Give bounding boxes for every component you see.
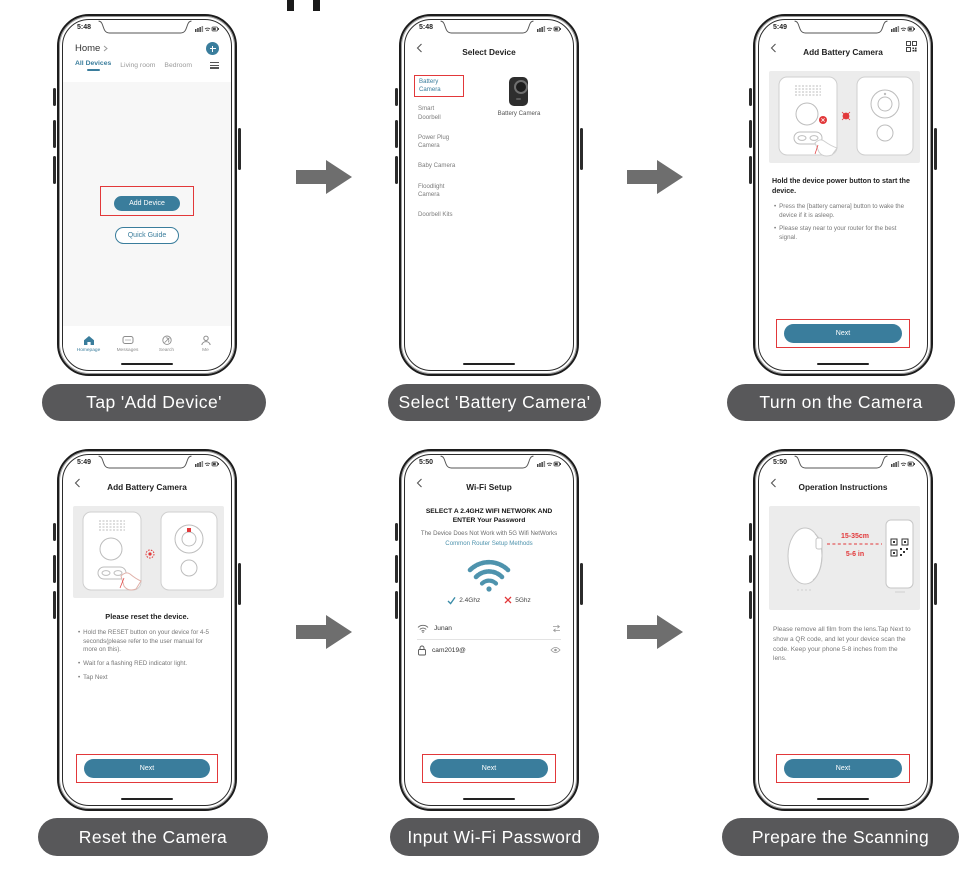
- home-indicator: [121, 363, 173, 366]
- volume-up-button: [395, 555, 398, 583]
- back-chevron-icon[interactable]: [416, 478, 423, 488]
- power-button: [580, 128, 583, 170]
- press-red-icon: [842, 112, 850, 120]
- page-title: Add Battery Camera: [803, 47, 883, 57]
- status-icons: [537, 459, 561, 467]
- step-caption: Turn on the Camera: [727, 384, 955, 421]
- mute-switch: [395, 523, 398, 541]
- highlight-box-next: [776, 754, 910, 783]
- nav-messages[interactable]: Messages: [111, 335, 145, 353]
- freq-5ghz: 5Ghz: [504, 596, 531, 605]
- phone-step-3: [753, 14, 933, 376]
- status-time: 5:49: [773, 24, 788, 31]
- highlight-box-add-device: [100, 186, 194, 216]
- ssid-value: Junan: [434, 625, 452, 633]
- hamburger-menu-icon[interactable]: [210, 60, 219, 70]
- x-icon: [504, 596, 512, 604]
- instruction-bullets: • Press the [battery camera] button to wake the device if it is asleep. • Please stay near to your router for the best signal.: [774, 203, 905, 242]
- status-time: 5:49: [77, 459, 92, 466]
- back-chevron-icon[interactable]: [770, 478, 777, 488]
- category-doorbell-kits[interactable]: Doorbell Kits: [418, 210, 453, 218]
- operation-instructions-screen: [758, 454, 928, 806]
- chevron-right-icon: [103, 45, 108, 52]
- mute-switch: [749, 523, 752, 541]
- tab-all-devices[interactable]: All Devices: [75, 60, 111, 71]
- ssid-row[interactable]: [417, 619, 561, 640]
- phone-step-1: [57, 14, 237, 376]
- back-chevron-icon[interactable]: [770, 43, 777, 53]
- highlight-box-next: [422, 754, 556, 783]
- highlight-box-next: [776, 319, 910, 348]
- volume-down-button: [53, 591, 56, 619]
- arrow-icon: [296, 157, 353, 197]
- page-title: Add Battery Camera: [107, 482, 187, 492]
- search-icon: [161, 335, 173, 346]
- step-caption: Input Wi-Fi Password: [390, 818, 599, 856]
- mute-switch: [53, 523, 56, 541]
- add-device-button[interactable]: Add Device: [114, 196, 180, 211]
- back-chevron-icon[interactable]: [74, 478, 81, 488]
- page-title: Select Device: [462, 47, 516, 57]
- mute-switch: [395, 88, 398, 106]
- distance-cm-label: 15-35cm: [840, 533, 870, 540]
- wifi-heading: SELECT A 2.4GHZ WIFI NETWORK AND ENTER Your Password: [425, 508, 553, 525]
- instruction-headline: Please reset the device.: [105, 612, 189, 621]
- power-button: [934, 563, 937, 605]
- scan-instructions-paragraph: Please remove all film from the lens.Tap Next to show a QR code, and let your device scan the code. Keep your phone 5-8 inches from the lens.: [773, 626, 911, 663]
- status-time: 5:48: [77, 24, 92, 31]
- highlight-box-battery-camera: [414, 75, 464, 97]
- home-breadcrumb[interactable]: Home: [75, 43, 108, 54]
- router-methods-link[interactable]: Common Router Setup Methods: [445, 539, 533, 547]
- home-screen: [62, 19, 232, 371]
- phone-step-6: [753, 449, 933, 811]
- status-time: 5:48: [419, 24, 434, 31]
- power-button: [238, 128, 241, 170]
- back-chevron-icon[interactable]: [416, 43, 423, 53]
- status-icons: [537, 24, 561, 32]
- mute-switch: [749, 88, 752, 106]
- tab-bedroom[interactable]: Bedroom: [164, 61, 193, 69]
- status-bar: [63, 20, 231, 36]
- phone-step-2: [399, 14, 579, 376]
- wifi-large-icon: [466, 556, 512, 592]
- status-time: 5:50: [773, 459, 788, 466]
- wifi-setup-screen: [404, 454, 574, 806]
- home-indicator: [463, 363, 515, 366]
- instruction-bullets: • Hold the RESET button on your device for 4-5 seconds(please refer to the user manual for more on this). • Wait for a flashing RED indicator light. • Tap Next: [78, 628, 209, 681]
- person-icon: [200, 335, 212, 346]
- power-button: [580, 563, 583, 605]
- home-indicator: [817, 798, 869, 801]
- status-bar: [759, 20, 927, 36]
- volume-up-button: [749, 120, 752, 148]
- volume-down-button: [749, 591, 752, 619]
- home-icon: [83, 335, 95, 346]
- nav-search[interactable]: Search: [150, 335, 184, 353]
- next-button[interactable]: Next: [784, 324, 902, 343]
- volume-down-button: [395, 156, 398, 184]
- mute-switch: [53, 88, 56, 106]
- battery-camera-tile[interactable]: Battery Camera: [498, 77, 541, 117]
- reset-device-screen: [62, 454, 232, 806]
- chat-icon: [122, 335, 134, 346]
- password-row[interactable]: [417, 640, 561, 661]
- nav-me[interactable]: Me: [189, 335, 223, 353]
- category-battery-camera[interactable]: Battery Camera: [419, 78, 441, 94]
- status-icons: [891, 24, 915, 32]
- password-value: cam2019@: [432, 646, 466, 654]
- status-bar: [759, 455, 927, 471]
- next-button[interactable]: Next: [784, 759, 902, 778]
- page-title: Wi-Fi Setup: [466, 482, 512, 492]
- step-caption: Prepare the Scanning: [722, 818, 959, 856]
- red-indicator-square: [187, 528, 191, 532]
- arrow-icon: [627, 612, 684, 652]
- power-button: [238, 563, 241, 605]
- volume-up-button: [749, 555, 752, 583]
- cropped-letter-fragment: [313, 0, 320, 11]
- category-baby-camera[interactable]: Baby Camera: [418, 162, 456, 170]
- category-power-plug-camera[interactable]: Power Plug Camera: [418, 133, 450, 150]
- volume-up-button: [53, 120, 56, 148]
- quick-guide-button[interactable]: Quick Guide: [115, 227, 180, 244]
- wifi-subheading: The Device Does Not Work with 5G Wifi NetWorks: [420, 529, 558, 537]
- step-caption: Select 'Battery Camera': [388, 384, 601, 421]
- page-title: Operation Instructions: [798, 482, 888, 492]
- home-indicator: [817, 363, 869, 366]
- tab-living-room[interactable]: Living room: [120, 61, 156, 69]
- home-indicator: [121, 798, 173, 801]
- instruction-headline: Hold the device power button to start the device.: [772, 177, 910, 195]
- volume-up-button: [53, 555, 56, 583]
- arrow-icon: [627, 157, 684, 197]
- room-tabs: [63, 57, 231, 76]
- qr-code-icon[interactable]: [906, 41, 917, 52]
- volume-down-button: [53, 156, 56, 184]
- status-bar: [405, 455, 573, 471]
- check-icon: [447, 596, 456, 605]
- add-battery-camera-screen: [758, 19, 928, 371]
- wifi-small-icon: [417, 624, 429, 633]
- status-bar: [405, 20, 573, 36]
- arrow-icon: [296, 612, 353, 652]
- lock-icon: [417, 645, 427, 656]
- home-indicator: [463, 798, 515, 801]
- reset-illustration: [73, 506, 224, 598]
- category-floodlight-camera[interactable]: Floodlight Camera: [418, 182, 445, 198]
- device-category-list: [405, 69, 465, 231]
- category-smart-doorbell[interactable]: Smart Doorbell: [418, 105, 441, 121]
- next-button[interactable]: Next: [84, 759, 210, 778]
- scan-distance-illustration: [769, 506, 920, 610]
- distance-in-label: 5-6 in: [845, 551, 865, 558]
- cropped-letter-fragment: [287, 0, 294, 11]
- step-caption: Reset the Camera: [38, 818, 268, 856]
- power-on-illustration: [769, 71, 920, 163]
- power-button: [934, 128, 937, 170]
- freq-24ghz: 2.4Ghz: [447, 596, 480, 605]
- phone-step-5: [399, 449, 579, 811]
- volume-down-button: [395, 591, 398, 619]
- status-icons: [195, 24, 219, 32]
- phone-step-4: [57, 449, 237, 811]
- switch-network-icon[interactable]: [552, 624, 561, 633]
- indicator-red-icon: [819, 116, 827, 124]
- highlight-box-next: [76, 754, 218, 783]
- status-icons: [195, 459, 219, 467]
- status-time: 5:50: [419, 459, 434, 466]
- battery-camera-icon: [509, 77, 528, 106]
- bottom-nav: [63, 328, 231, 360]
- status-bar: [63, 455, 231, 471]
- volume-up-button: [395, 120, 398, 148]
- add-plus-button[interactable]: [206, 42, 219, 55]
- step-caption: Tap 'Add Device': [42, 384, 266, 421]
- status-icons: [891, 459, 915, 467]
- select-device-screen: [404, 19, 574, 371]
- nav-homepage[interactable]: Homepage: [72, 335, 106, 353]
- next-button[interactable]: Next: [430, 759, 548, 778]
- device-list-empty-area: [63, 82, 231, 326]
- volume-down-button: [749, 156, 752, 184]
- eye-icon[interactable]: [550, 646, 561, 654]
- flashing-red-icon: [146, 550, 154, 558]
